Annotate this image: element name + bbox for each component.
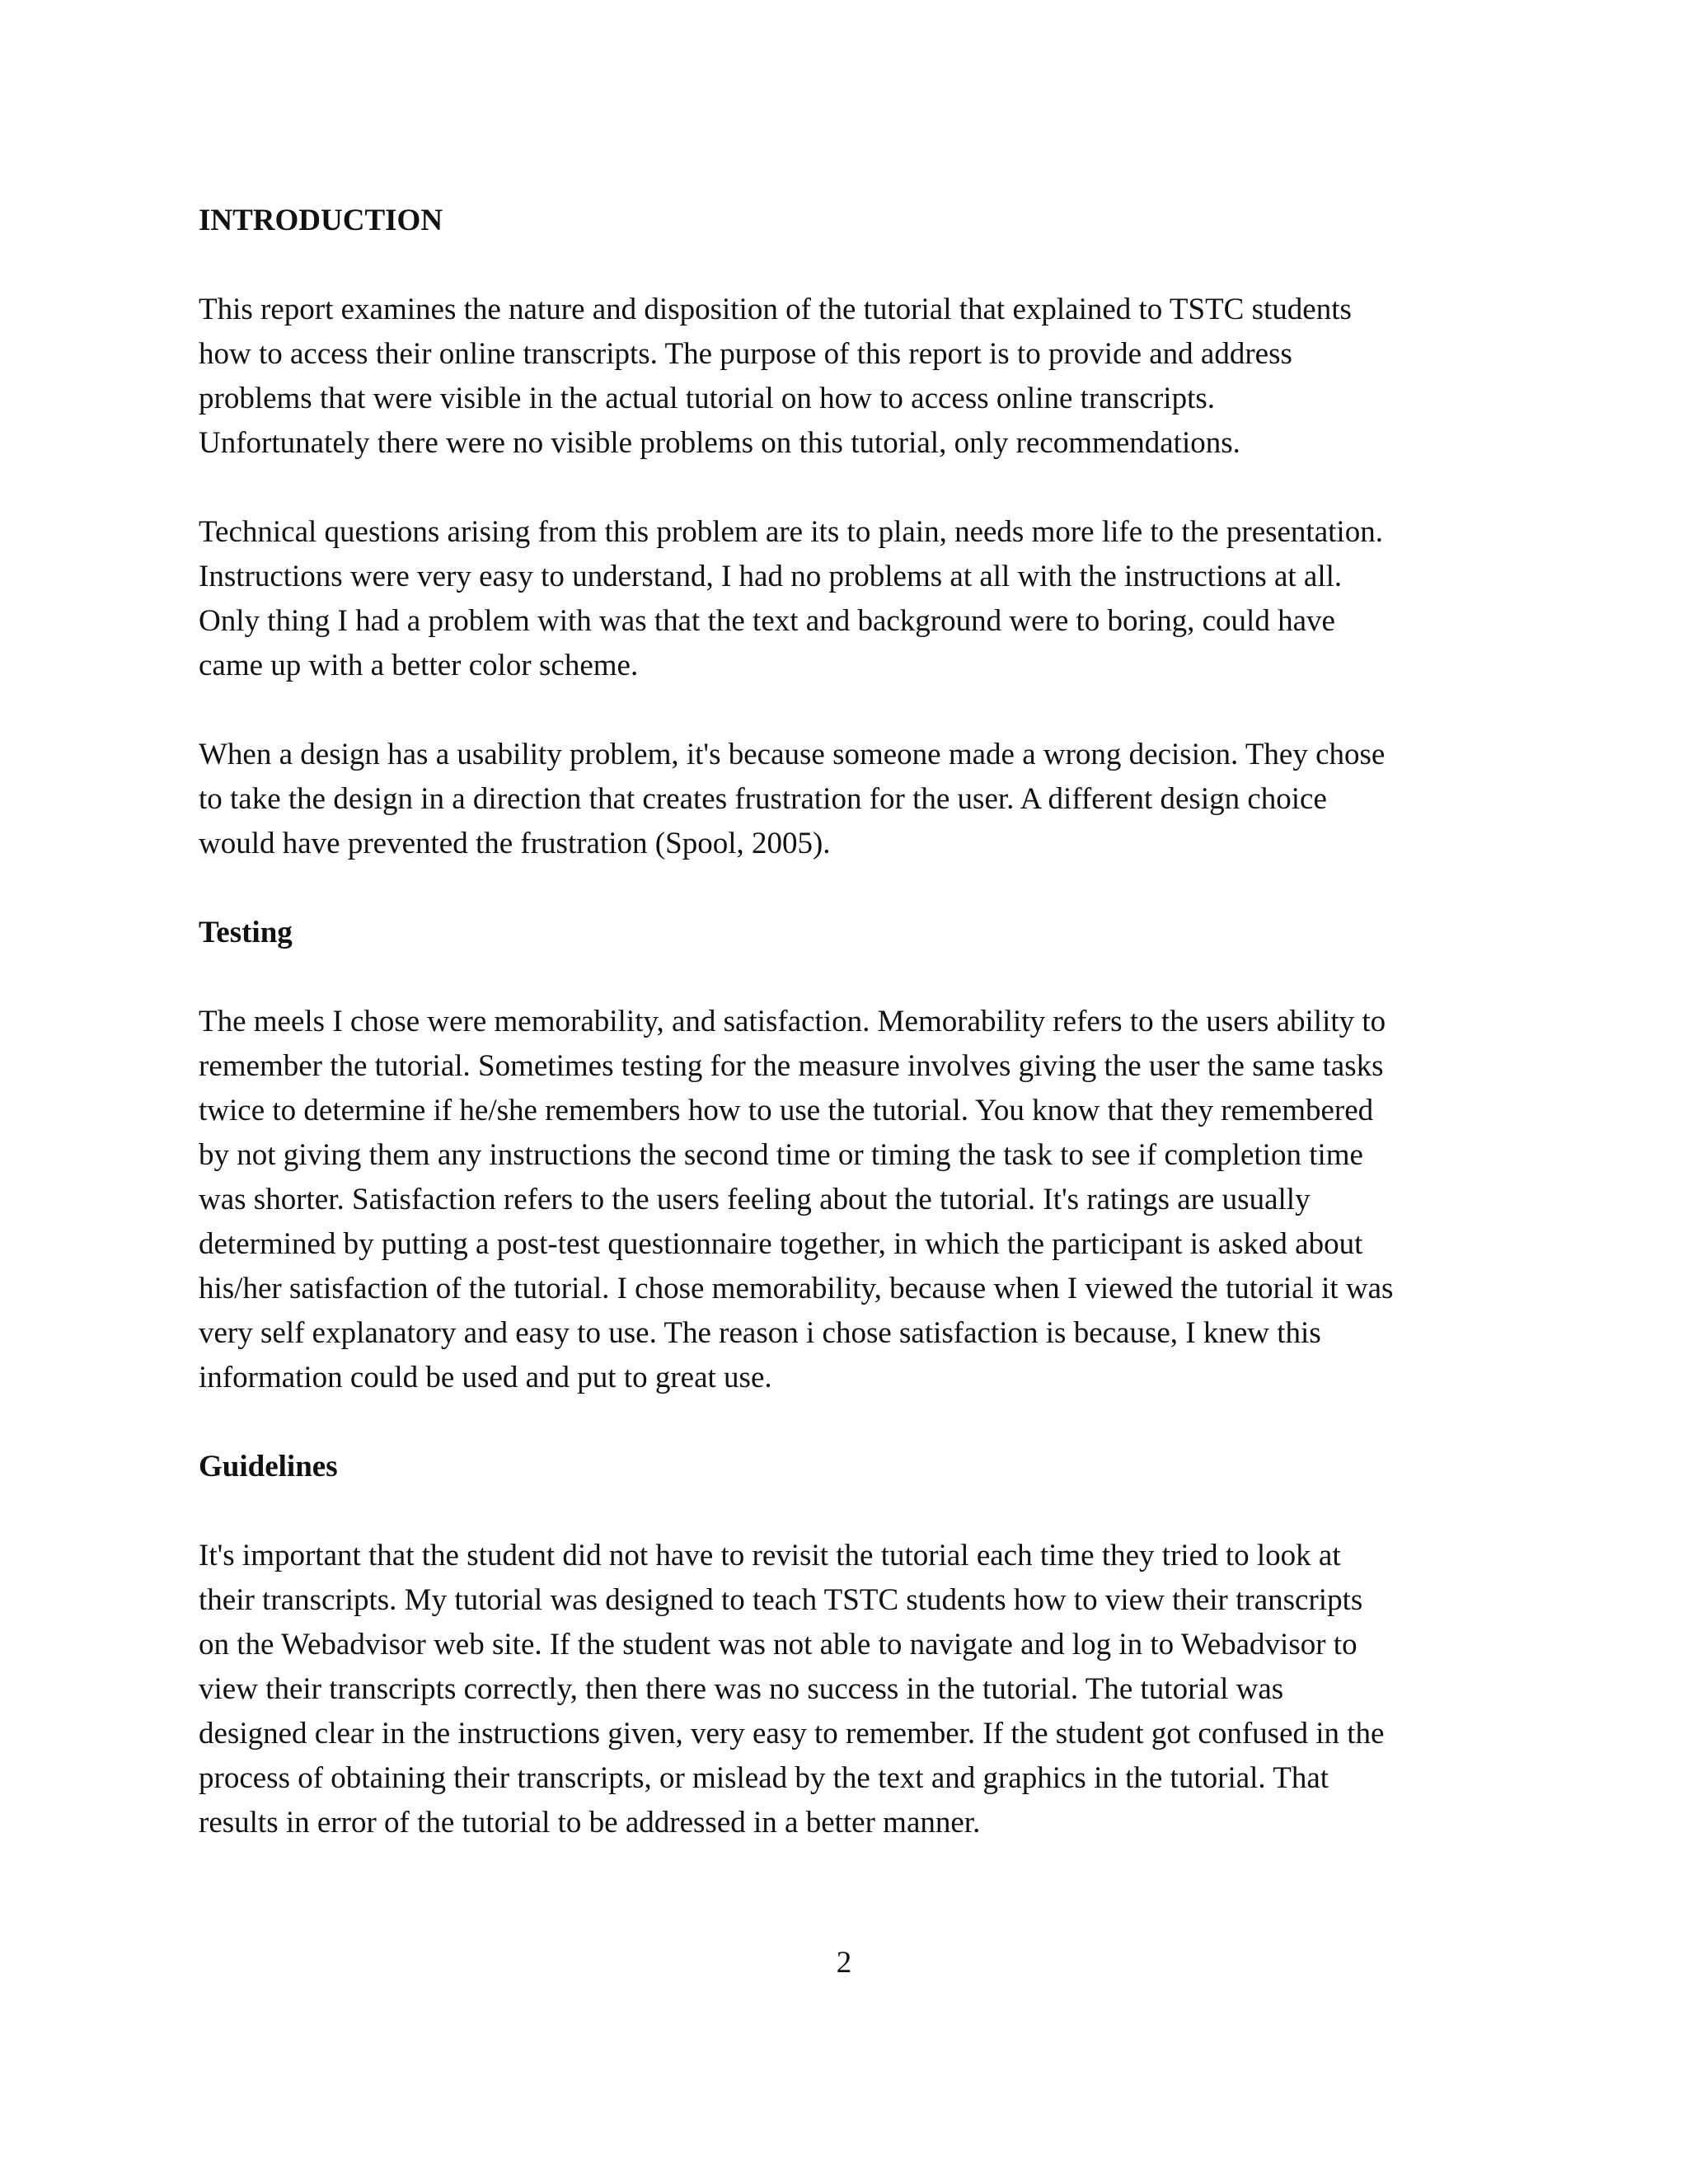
text-line: view their transcripts correctly, then there was no success in the tutorial. The tutorial was: [199, 1672, 1284, 1706]
testing-paragraph: [199, 1000, 1501, 1400]
text-line: problems that were visible in the actual tutorial on how to access online transcripts.: [199, 382, 1215, 415]
text-line: Only thing I had a problem with was that the text and background were to boring, could have: [199, 604, 1335, 638]
text-line: twice to determine if he/she remembers how to use the tutorial. You know that they remembered: [199, 1094, 1374, 1127]
text-line: When a design has a usability problem, it's because someone made a wrong decision. They chose: [199, 738, 1386, 771]
spacer: [199, 866, 1501, 911]
text-line: their transcripts. My tutorial was designed to teach TSTC students how to view their transcripts: [199, 1583, 1363, 1617]
text-line: remember the tutorial. Sometimes testing for the measure involves giving the user the same tasks: [199, 1049, 1384, 1083]
text-line: information could be used and put to great use.: [199, 1361, 772, 1394]
text-line: determined by putting a post-test questionnaire together, in which the participant is asked about: [199, 1227, 1363, 1261]
section-heading-introduction: INTRODUCTION: [199, 204, 443, 237]
text-line: Instructions were very easy to understand, I had no problems at all with the instructions at all.: [199, 560, 1343, 593]
spacer: [199, 688, 1501, 733]
text-line: how to access their online transcripts. The purpose of this report is to provide and address: [199, 337, 1292, 371]
text-line: to take the design in a direction that creates frustration for the user. A different design choice: [199, 782, 1327, 816]
spacer: [199, 466, 1501, 510]
text-line: came up with a better color scheme.: [199, 649, 639, 682]
text-line: Unfortunately there were no visible problems on this tutorial, only recommendations.: [199, 426, 1240, 460]
section-heading-testing: Testing: [199, 916, 293, 949]
page-number: 2: [836, 1946, 852, 1980]
text-line: The meels I chose were memorability, and satisfaction. Memorability refers to the users ability to: [199, 1005, 1386, 1038]
spacer: [199, 955, 1501, 1000]
text-line: It's important that the student did not have to revisit the tutorial each time they tried to look at: [199, 1539, 1341, 1572]
text-line: by not giving them any instructions the second time or timing the task to see if completion time: [199, 1138, 1363, 1172]
text-line: would have prevented the frustration (Spool, 2005).: [199, 827, 831, 860]
text-line: process of obtaining their transcripts, or mislead by the text and graphics in the tutorial. That: [199, 1761, 1329, 1795]
intro-paragraph-1: [199, 288, 1501, 466]
text-line: Technical questions arising from this problem are its to plain, needs more life to the presentation.: [199, 515, 1383, 549]
text-line: designed clear in the instructions given, very easy to remember. If the student got confused in the: [199, 1717, 1385, 1750]
guidelines-paragraph: [199, 1534, 1501, 1845]
text-line: very self explanatory and easy to use. The reason i chose satisfaction is because, I knew this: [199, 1316, 1321, 1350]
section-heading-guidelines: Guidelines: [199, 1450, 338, 1483]
text-line: This report examines the nature and disposition of the tutorial that explained to TSTC students: [199, 293, 1352, 326]
intro-paragraph-2: [199, 510, 1501, 688]
text-line: was shorter. Satisfaction refers to the users feeling about the tutorial. It's ratings are usually: [199, 1183, 1311, 1216]
spacer: [199, 1400, 1501, 1445]
text-line: on the Webadvisor web site. If the student was not able to navigate and log in to Webadvisor to: [199, 1628, 1357, 1661]
spacer: [199, 243, 1501, 288]
text-line: his/her satisfaction of the tutorial. I chose memorability, because when I viewed the tutorial it was: [199, 1272, 1394, 1305]
text-line: results in error of the tutorial to be addressed in a better manner.: [199, 1806, 981, 1840]
spacer: [199, 1489, 1501, 1534]
document-body: [199, 199, 1501, 1845]
intro-paragraph-3: [199, 733, 1501, 866]
